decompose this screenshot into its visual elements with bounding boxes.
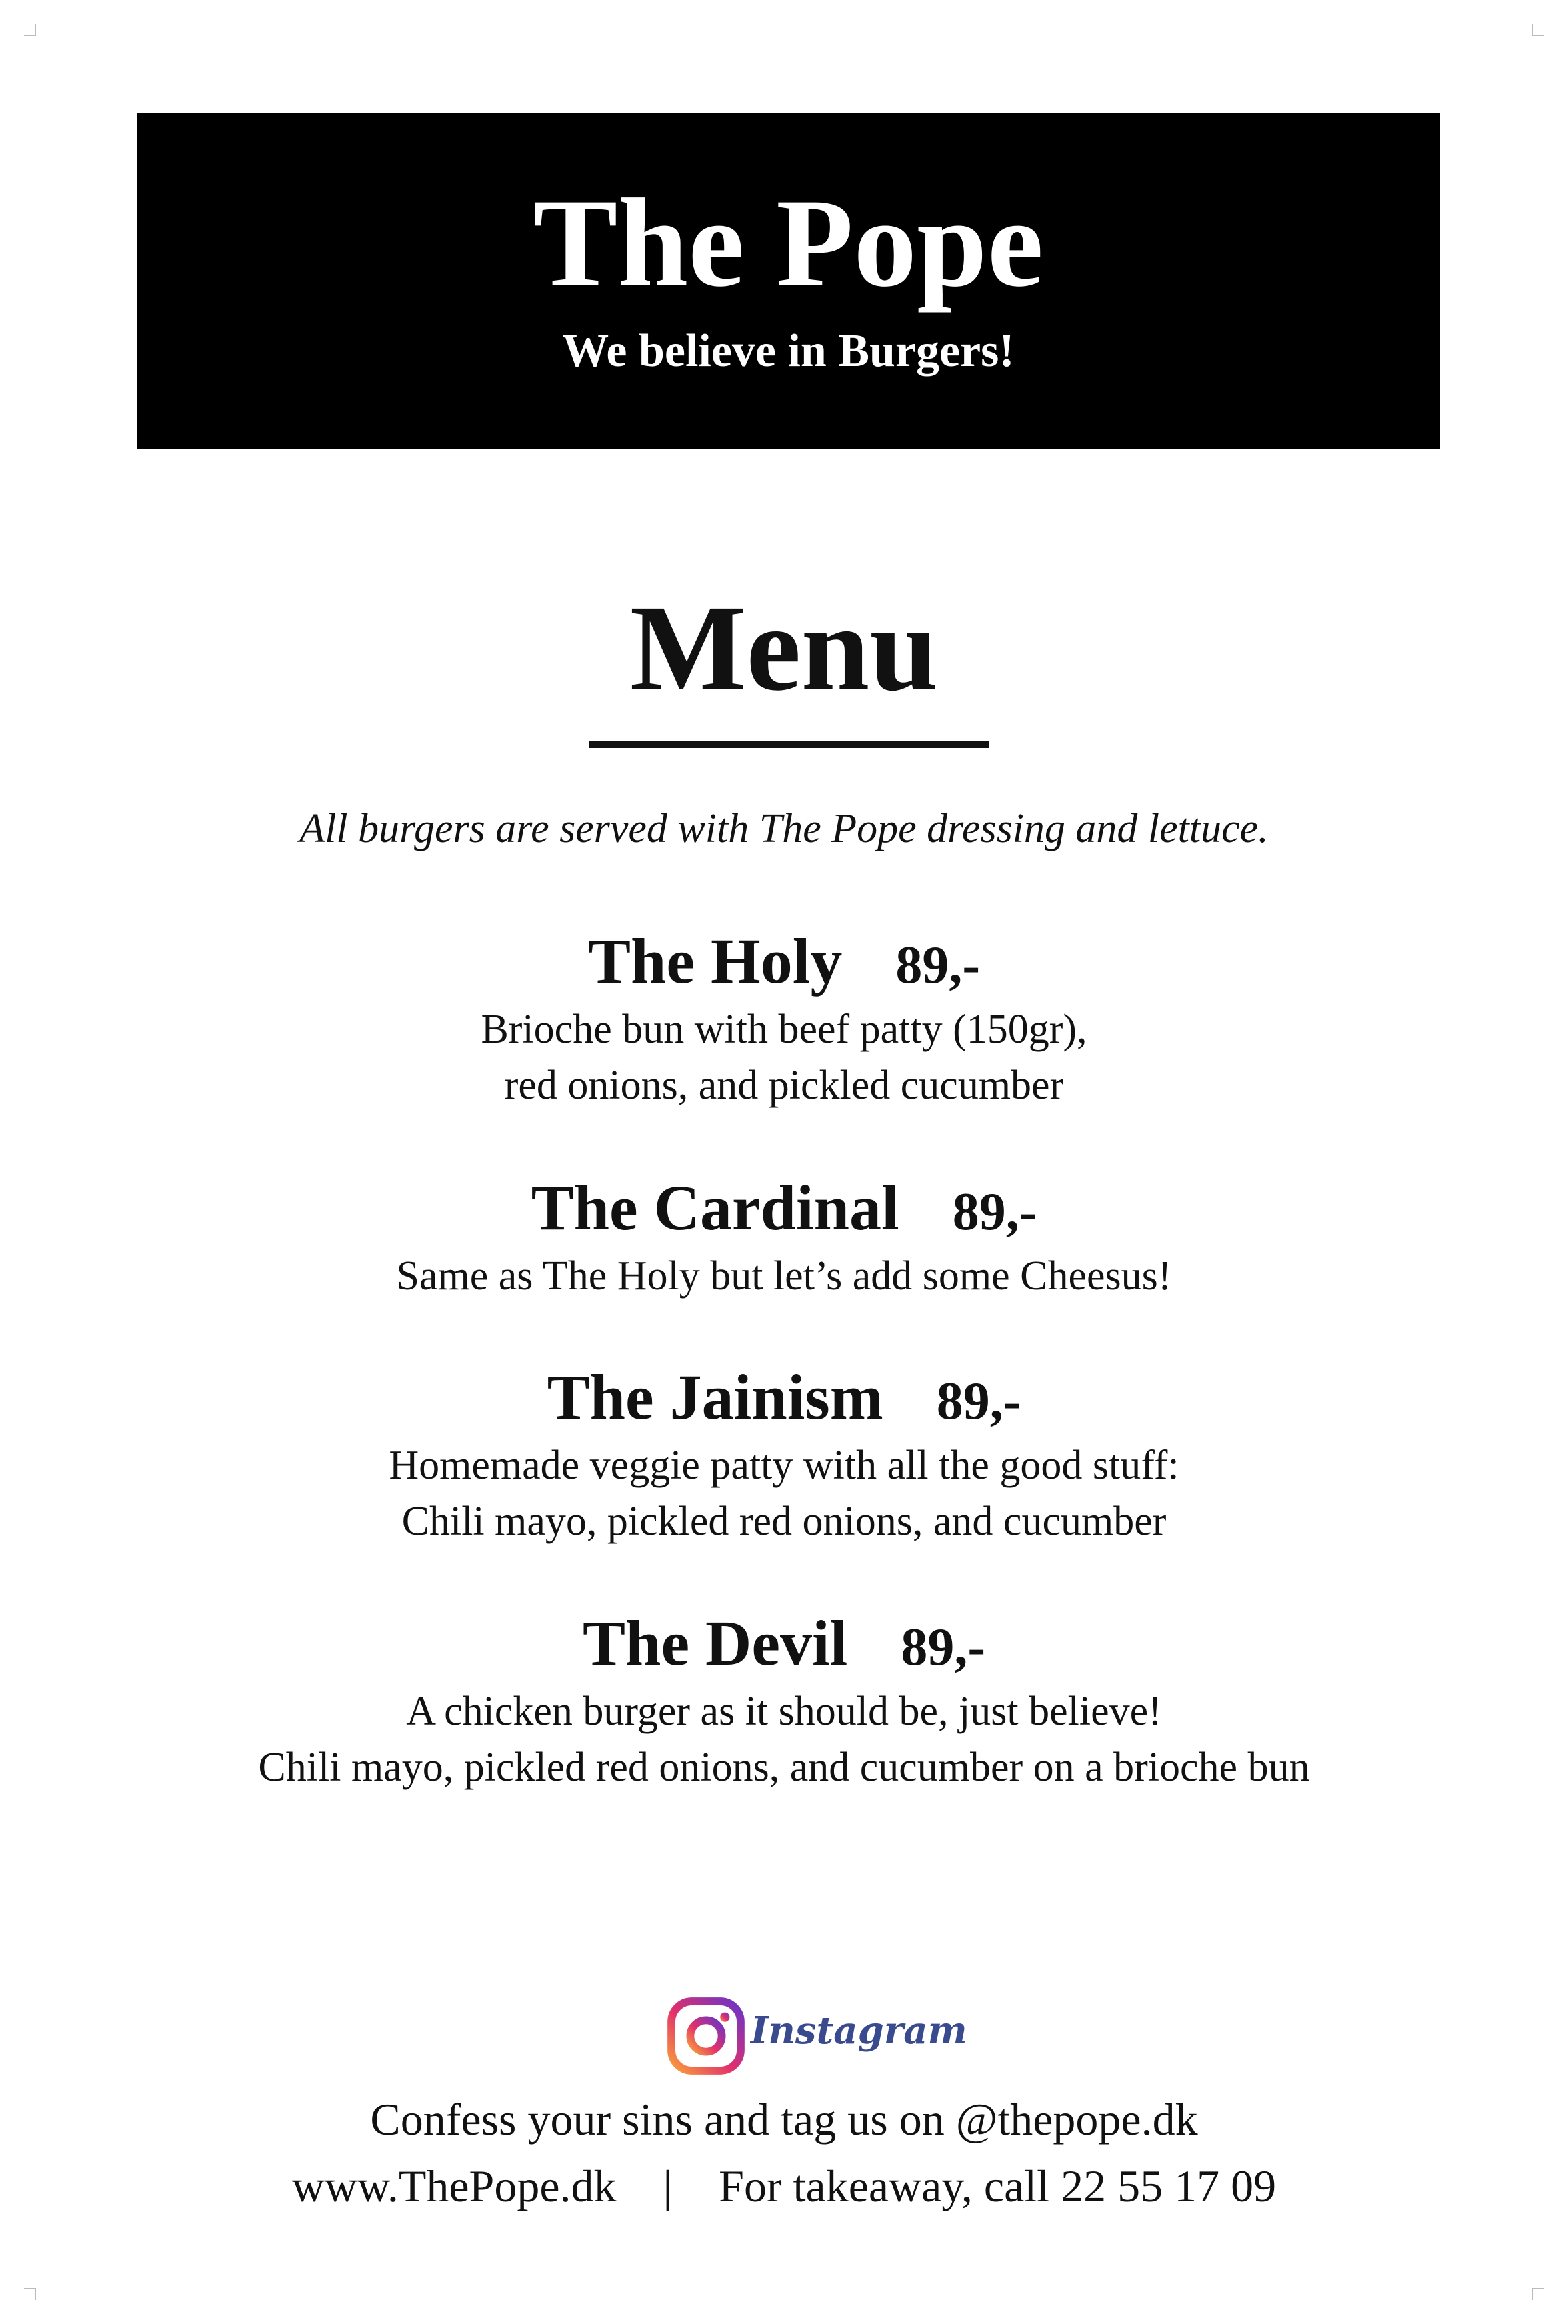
menu-item-the-jainism xyxy=(0,1357,1568,1549)
restaurant-title: The Pope xyxy=(533,173,1044,313)
menu-item-title xyxy=(0,921,1568,1001)
menu-item-name: The Holy xyxy=(587,925,843,997)
menu-item-description: Chili mayo, pickled red onions, and cucumber on a brioche bun xyxy=(258,1745,1310,1790)
menu-item-description: Homemade veggie patty with all the good stuff: xyxy=(389,1443,1179,1488)
menu-item-title xyxy=(0,1603,1568,1683)
header-banner xyxy=(137,113,1440,449)
menu-item-name: The Devil xyxy=(583,1607,848,1679)
menu-item-description: Brioche bun with beef patty (150gr), xyxy=(481,1007,1087,1052)
menu-divider xyxy=(589,741,989,748)
takeaway-info: For takeaway, call 22 55 17 09 xyxy=(719,2161,1277,2211)
menu-item-title xyxy=(0,1168,1568,1248)
menu-item-price: 89,- xyxy=(952,1183,1037,1241)
menu-heading: Menu xyxy=(629,580,939,717)
menu-item-name: The Jainism xyxy=(547,1361,883,1433)
crop-mark xyxy=(1532,35,1544,36)
crop-mark xyxy=(1532,2288,1544,2289)
instagram-link[interactable] xyxy=(667,1993,967,2080)
menu-item-price: 89,- xyxy=(936,1372,1021,1431)
crop-mark xyxy=(1532,24,1533,36)
menu-item-name: The Cardinal xyxy=(531,1172,899,1243)
crop-mark xyxy=(35,2288,36,2300)
menu-item-the-cardinal xyxy=(0,1168,1568,1304)
menu-item-description: A chicken burger as it should be, just believe! xyxy=(406,1689,1162,1734)
menu-intro: All burgers are served with The Pope dressing and lettuce. xyxy=(299,806,1269,851)
menu-item-description: Same as The Holy but let’s add some Cheesus! xyxy=(396,1253,1172,1299)
instagram-label: Instagram xyxy=(751,2009,967,2053)
menu-item-price: 89,- xyxy=(901,1618,985,1677)
menu-item-the-devil xyxy=(0,1603,1568,1795)
footer-tagline: Confess your sins and tag us on @thepope.dk xyxy=(370,2094,1198,2145)
crop-mark xyxy=(1532,2288,1533,2300)
footer-separator: | xyxy=(663,2161,673,2211)
menu-item-price: 89,- xyxy=(895,936,980,995)
restaurant-tagline: We believe in Burgers! xyxy=(562,325,1015,377)
footer-contact xyxy=(0,2163,1568,2209)
crop-mark xyxy=(35,24,36,36)
menu-item-description: red onions, and pickled cucumber xyxy=(504,1063,1064,1108)
menu-item-description: Chili mayo, pickled red onions, and cucumber xyxy=(401,1499,1167,1544)
instagram-icon xyxy=(667,1997,745,2075)
menu-item-title xyxy=(0,1357,1568,1437)
website-link[interactable]: www.ThePope.dk xyxy=(291,2161,617,2211)
menu-item-the-holy xyxy=(0,921,1568,1113)
